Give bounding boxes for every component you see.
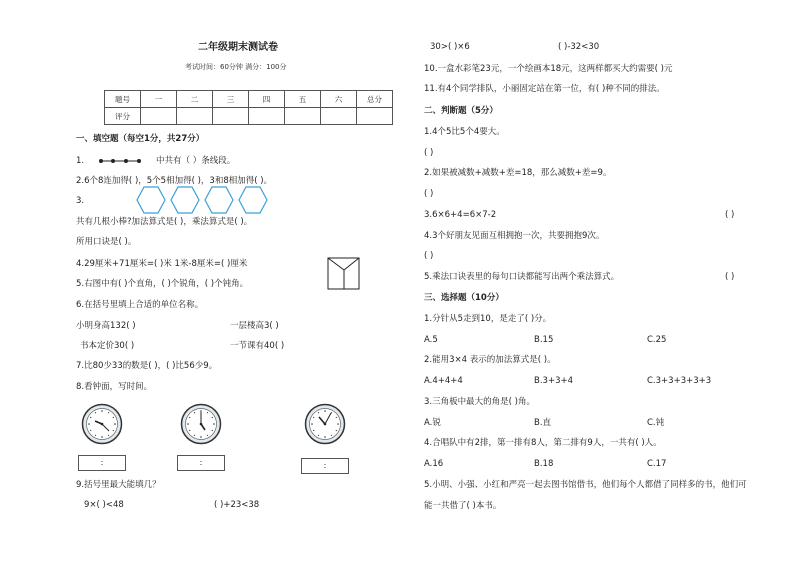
choice-1-option-c[interactable]: C.25 [647,335,667,345]
choice-4-option-c[interactable]: C.17 [647,459,667,469]
score-cell[interactable] [285,108,321,125]
score-row-label: 评分 [105,108,141,125]
judge-5: 5.乘法口诀表里的每句口诀都能写出两个乘法算式。 [424,272,620,282]
score-head-cell: 五 [285,91,321,108]
page-title: 二年级期末测试卷 [198,42,278,53]
q6-height: 小明身高132( ) [76,321,136,331]
judge-3: 3.6×6+4=6×7-2 [424,210,497,220]
q8-text: 8.看钟面，写时间。 [76,382,153,392]
score-table-row [105,108,393,125]
score-table [104,90,393,125]
judge-1-answer[interactable]: ( ) [424,148,434,158]
q6-price: 书本定价30( ) [80,341,135,351]
q9-b: ( )+23<38 [214,500,260,510]
q9-text: 9.括号里最大能填几？ [76,480,161,490]
choice-4-option-a[interactable]: A.16 [424,459,444,469]
clock-face-1 [81,403,123,445]
exam-info: 考试时间：60分钟 满分：100分 [185,63,287,71]
q4-text: 4.29厘米+71厘米=( )米 1米-8厘米=( )厘米 [76,259,248,269]
score-head-cell: 四 [249,91,285,108]
choice-1: 1.分针从5走到10，是走了( )分。 [424,314,552,324]
score-head-cell: 二 [177,91,213,108]
choice-1-option-a[interactable]: A.5 [424,335,438,345]
score-head-cell: 题号 [105,91,141,108]
q3-number: 3. [76,196,85,206]
choice-2-option-b[interactable]: B.3+3+4 [534,376,574,386]
clock-face-3 [304,403,346,445]
choice-4: 4.合唱队中有2排，第一排有8人，第二排有9人，一共有( )人。 [424,438,662,448]
judge-1: 1.4个5比5个4要大。 [424,127,505,137]
q7-text: 7.比80少33的数是( )，( )比56少9。 [76,361,218,371]
q11-text: 11.有4个同学排队，小丽固定站在第一位，有( )种不同的排法。 [424,84,665,94]
q3-mnemonic: 所用口诀是( )。 [76,237,137,247]
score-head-cell: 一 [141,91,177,108]
q6-class: 一节课有40( ) [230,341,285,351]
q2-text: 2.6个8连加得( )，5个5相加得( )，3和8相加得( )。 [76,176,273,186]
section-judgement-heading: 二、判断题（5分） [424,106,498,116]
q1-text: 中共有（ ）条线段。 [156,156,236,166]
line-segment-figure [98,156,142,166]
choice-1-option-b[interactable]: B.15 [534,335,554,345]
score-table-head-row [105,91,393,108]
choice-2-option-a[interactable]: A.4+4+4 [424,376,463,386]
choice-5-line1: 5.小明、小强、小红和严亮一起去图书馆借书，他们每个人都借了同样多的书，他们可 [424,480,747,490]
score-cell[interactable] [357,108,393,125]
choice-2: 2.能用3×4 表示的加法算式是( )。 [424,355,556,365]
judge-2: 2.如果被减数+减数+差=18，那么减数+差=9。 [424,168,612,178]
q6-text: 6.在括号里填上合适的单位名称。 [76,300,204,310]
choice-4-option-b[interactable]: B.18 [534,459,554,469]
score-cell[interactable] [177,108,213,125]
score-cell[interactable] [141,108,177,125]
score-head-cell: 六 [321,91,357,108]
judge-4: 4.3个好朋友见面互相拥抱一次，共要拥抱9次。 [424,231,605,241]
score-cell[interactable] [249,108,285,125]
hexagon-figures [136,185,268,215]
score-head-cell: 三 [213,91,249,108]
choice-3: 3.三角板中最大的角是( )角。 [424,397,535,407]
judge-2-answer[interactable]: ( ) [424,189,434,199]
score-cell[interactable] [213,108,249,125]
section-fill-blanks-heading: 一、填空题（每空1分，共27分） [76,134,205,144]
clock-answer-box-3[interactable]: : [301,458,349,474]
clock-answer-box-1[interactable]: : [78,455,126,471]
clock-answer-box-2[interactable]: : [177,455,225,471]
angle-figure [327,255,361,291]
clock-face-2 [180,403,222,445]
q9-c: 30>( )×6 [430,42,470,52]
q6-floor: 一层楼高3( ) [230,321,279,331]
judge-4-answer[interactable]: ( ) [424,251,434,261]
q3-text: 共有几根小棒?加法算式是( )，乘法算式是( )。 [76,217,253,227]
choice-3-option-c[interactable]: C.钝 [647,418,665,428]
score-cell[interactable] [321,108,357,125]
choice-5-line2: 能一共借了( )本书。 [424,501,502,511]
q10-text: 10.一盒水彩笔23元，一个绘画本18元，这两样都买大约需要( )元 [424,64,673,74]
choice-3-option-b[interactable]: B.直 [534,418,552,428]
q5-text: 5.右图中有( )个直角，( )个锐角，( )个钝角。 [76,279,249,289]
judge-3-answer[interactable]: ( ) [725,210,735,220]
judge-5-answer[interactable]: ( ) [725,272,735,282]
q9-d: ( )-32<30 [558,42,600,52]
score-head-cell: 总分 [357,91,393,108]
section-choice-heading: 三、选择题（10分） [424,293,504,303]
q9-a: 9×( )<48 [84,500,124,510]
choice-2-option-c[interactable]: C.3+3+3+3+3 [647,376,712,386]
choice-3-option-a[interactable]: A.锐 [424,418,441,428]
q1-number: 1. [76,156,85,166]
